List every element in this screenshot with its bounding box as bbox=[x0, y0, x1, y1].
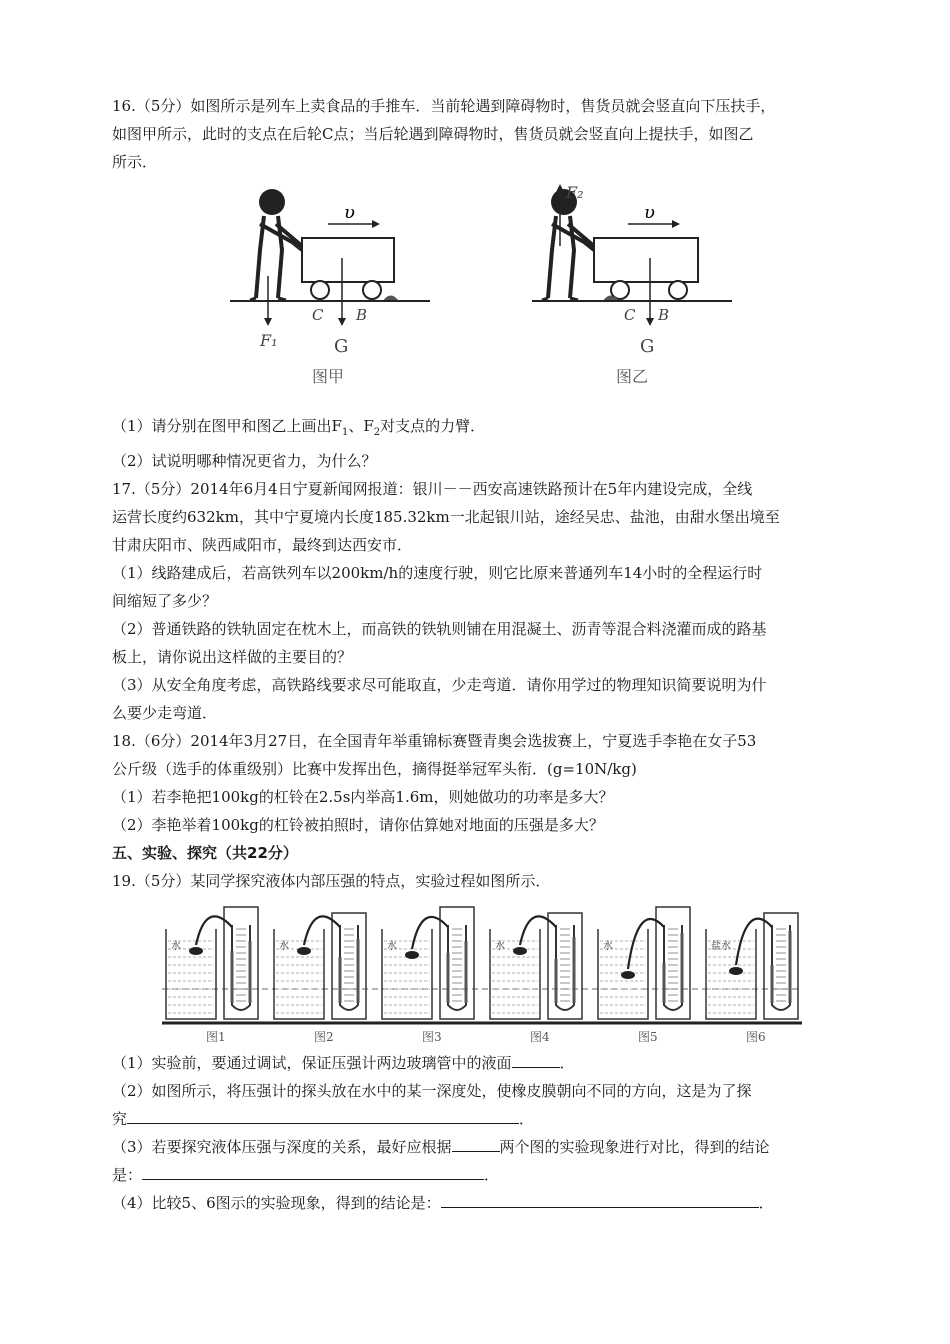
gravity-label: G bbox=[334, 336, 349, 357]
q17-stem-line1: 17.（5分）2014年6月4日宁夏新闻网报道：银川－－西安高速铁路预计在5年内建设完成，全线 bbox=[112, 480, 753, 498]
force-label: F₂ bbox=[566, 183, 584, 202]
answer-blank-3[interactable] bbox=[452, 1137, 500, 1152]
figure-caption: 图1 bbox=[206, 1030, 226, 1044]
u-tube bbox=[340, 925, 358, 1010]
q18-stem-line2: 公斤级（选手的体重级别）比赛中发挥出色，摘得挺举冠军头衔．(g=10N/kg) bbox=[112, 760, 637, 778]
liquid-label: 水 bbox=[279, 941, 289, 952]
question-19 bbox=[112, 871, 852, 1213]
u-tube bbox=[772, 925, 790, 1010]
liquid-label: 水 bbox=[387, 941, 397, 952]
q16-stem-line1: 16.（5分）如图所示是列车上卖食品的手推车．当前轮遇到障碍物时，售货员就会竖直向下压扶手， bbox=[112, 97, 776, 115]
answer-blank-2[interactable] bbox=[127, 1109, 519, 1124]
q19-stem: 19.（5分）某同学探究液体内部压强的特点，实验过程如图所示． bbox=[112, 872, 551, 890]
person-body-icon bbox=[548, 216, 594, 298]
liquid-label: 水 bbox=[603, 941, 613, 952]
u-tube bbox=[664, 925, 682, 1010]
probe-icon bbox=[729, 967, 743, 975]
pressure-gauge-figures bbox=[162, 899, 802, 1049]
u-tube bbox=[556, 925, 574, 1010]
point-c-label: C bbox=[312, 306, 324, 324]
probe-icon bbox=[513, 947, 527, 955]
point-b-label: B bbox=[658, 306, 670, 324]
q17-part2-line1: （2）普通铁路的铁轨固定在枕木上，而高铁的铁轨则铺在用混凝土、沥青等混合料浇灌而成的路基 bbox=[112, 620, 767, 638]
point-c-label: C bbox=[624, 306, 636, 324]
probe-icon bbox=[405, 951, 419, 959]
q19-figures bbox=[112, 899, 852, 1049]
velocity-arrow-icon bbox=[672, 220, 680, 228]
velocity-label: υ bbox=[644, 202, 655, 223]
q19-part1: （1）实验前，要通过调试，保证压强计两边玻璃管中的液面 ． bbox=[112, 1054, 575, 1072]
force-label: F₁ bbox=[260, 331, 278, 350]
exam-page bbox=[112, 96, 852, 1221]
q17-stem-line3: 甘肃庆阳市、陕西咸阳市，最终到达西安市． bbox=[112, 536, 413, 554]
hose bbox=[628, 919, 664, 969]
front-wheel-b bbox=[363, 281, 381, 299]
q17-part3-line2: 么要少走弯道． bbox=[112, 704, 218, 722]
q16-part2: （2）试说明哪种情况更省力，为什么？ bbox=[112, 452, 377, 470]
cart-body bbox=[594, 238, 698, 282]
q18-part1: （1）若李艳把100kg的杠铃在2.5s内举高1.6m，则她做功的功率是多大？ bbox=[112, 788, 614, 806]
q19-part2-line1: （2）如图所示，将压强计的探头放在水中的某一深度处，使橡皮膜朝向不同的方向，这是为了探 bbox=[112, 1082, 752, 1100]
answer-blank-4[interactable] bbox=[142, 1165, 484, 1180]
q18-stem-line1: 18.（6分）2014年3月27日，在全国青年举重锦标赛暨青奥会选拔赛上，宁夏选手李艳在女子53 bbox=[112, 732, 757, 750]
answer-blank-1[interactable] bbox=[512, 1053, 560, 1068]
section-5-title: 五、实验、探究（共22分） bbox=[112, 844, 298, 862]
q16-stem-line3: 所示． bbox=[112, 153, 158, 171]
point-b-label: B bbox=[356, 306, 368, 324]
q18-part2: （2）李艳举着100kg的杠铃被拍照时，请你估算她对地面的压强是多大？ bbox=[112, 816, 604, 834]
q16-figures bbox=[112, 180, 852, 412]
front-wheel-b bbox=[669, 281, 687, 299]
liquid-label: 水 bbox=[171, 941, 181, 952]
q19-part3-line1: （3）若要探究液体压强与深度的关系，最好应根据 两个图的实验现象进行对比，得到的结论 bbox=[112, 1138, 770, 1156]
cart-figure-right bbox=[532, 180, 732, 412]
q17-part2-line2: 板上，请你说出这样做的主要目的？ bbox=[112, 648, 353, 666]
liquid-label: 水 bbox=[495, 941, 505, 952]
velocity-arrow-icon bbox=[372, 220, 380, 228]
hose bbox=[736, 919, 772, 965]
q16-part1: （1）请分别在图甲和图乙上画出$F_1$、$F_2$对支点的力臂． bbox=[112, 417, 486, 438]
cart-body bbox=[302, 238, 394, 282]
q19-part2-line2: 究 ． bbox=[112, 1110, 535, 1128]
velocity-label: υ bbox=[344, 202, 355, 223]
q19-part4: （4）比较5、6图示的实验现象，得到的结论是： ． bbox=[112, 1194, 774, 1212]
q17-part1-line1: （1）线路建成后，若高铁列车以200km/h的速度行驶，则它比原来普通列车14小时的全程运行时 bbox=[112, 564, 763, 582]
gravity-label: G bbox=[640, 336, 655, 357]
liquid-label: 盐水 bbox=[711, 941, 731, 952]
question-18 bbox=[112, 731, 852, 835]
q17-part3-line1: （3）从安全角度考虑，高铁路线要求尽可能取直，少走弯道．请你用学过的物理知识简要说明为什 bbox=[112, 676, 767, 694]
figure-caption: 图乙 bbox=[616, 367, 649, 386]
figure-caption: 图5 bbox=[638, 1030, 658, 1044]
q17-part1-line2: 间缩短了多少？ bbox=[112, 592, 218, 610]
rear-wheel-c bbox=[311, 281, 329, 299]
question-16 bbox=[112, 96, 852, 471]
q17-stem-line2: 运营长度约632km，其中宁夏境内长度185.32km一北起银川站，途经吴忠、盐池，由甜水堡出境至 bbox=[112, 508, 780, 526]
q16-stem-line2: 如图甲所示，此时的支点在后轮C点；当后轮遇到障碍物时，售货员就会竖直向上提扶手，如图乙 bbox=[112, 125, 754, 143]
question-17 bbox=[112, 479, 852, 723]
figure-caption: 图甲 bbox=[312, 367, 345, 386]
gravity-arrow-icon bbox=[646, 318, 654, 326]
u-tube bbox=[448, 925, 466, 1010]
answer-blank-5[interactable] bbox=[441, 1193, 759, 1208]
force-f1-arrow-icon bbox=[264, 318, 272, 326]
q19-part3-line2: 是： ． bbox=[112, 1166, 500, 1184]
u-tube bbox=[232, 925, 250, 1010]
person-body-icon bbox=[256, 216, 302, 298]
gravity-arrow-icon bbox=[338, 318, 346, 326]
cart-figure-left bbox=[230, 180, 430, 412]
figure-caption: 图4 bbox=[530, 1030, 550, 1044]
force-f2-arrow-icon bbox=[556, 184, 564, 192]
probe-icon bbox=[189, 947, 203, 955]
figure-caption: 图3 bbox=[422, 1030, 442, 1044]
figure-caption: 图6 bbox=[746, 1030, 766, 1044]
probe-icon bbox=[297, 947, 311, 955]
figure-caption: 图2 bbox=[314, 1030, 334, 1044]
probe-icon bbox=[621, 971, 635, 979]
person-head-icon bbox=[259, 189, 285, 215]
hose bbox=[412, 917, 448, 949]
